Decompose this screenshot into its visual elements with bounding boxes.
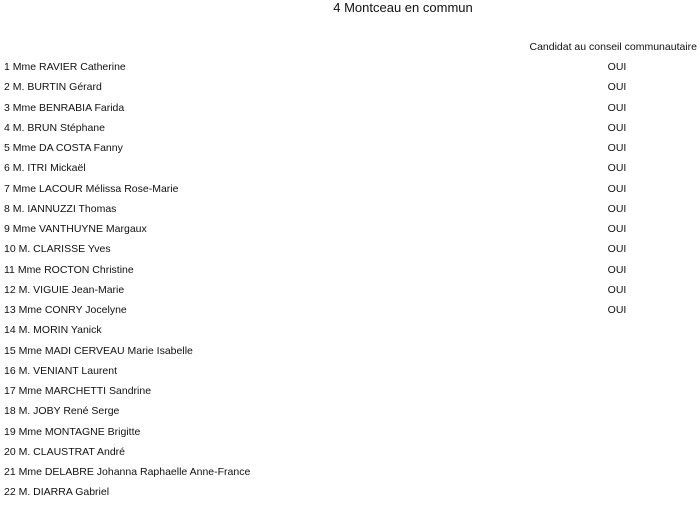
candidate-name: 1 Mme RAVIER Catherine — [4, 61, 126, 73]
candidate-row — [0, 141, 700, 161]
candidate-row — [0, 161, 700, 181]
candidate-row — [0, 263, 700, 283]
candidate-name: 18 M. JOBY René Serge — [4, 405, 120, 418]
candidate-row — [0, 465, 700, 485]
conseil-communautaire-flag: OUI — [607, 223, 627, 235]
candidate-list — [0, 60, 700, 506]
candidate-name: 16 M. VENIANT Laurent — [4, 364, 118, 377]
candidate-name: 20 M. CLAUSTRAT André — [4, 445, 125, 458]
conseil-communautaire-flag: OUI — [607, 243, 627, 256]
candidate-name: 14 M. MORIN Yanick — [4, 324, 102, 337]
column-header-conseil-communautaire: Candidat au conseil communautaire — [529, 41, 697, 53]
candidate-row — [0, 404, 700, 424]
candidate-name: 8 M. IANNUZZI Thomas — [4, 202, 117, 215]
candidate-name: 13 Mme CONRY Jocelyne — [4, 304, 127, 316]
candidate-row — [0, 303, 700, 323]
candidate-name: 17 Mme MARCHETTI Sandrine — [4, 385, 152, 397]
candidate-row — [0, 384, 700, 404]
candidate-row — [0, 323, 700, 343]
conseil-communautaire-flag: OUI — [607, 304, 627, 316]
candidate-row — [0, 283, 700, 303]
candidate-name: 19 Mme MONTAGNE Brigitte — [4, 425, 141, 438]
candidate-name: 15 Mme MADI CERVEAU Marie Isabelle — [4, 344, 193, 357]
candidate-row — [0, 344, 700, 364]
candidate-row — [0, 445, 700, 465]
candidate-row — [0, 202, 700, 222]
candidate-row — [0, 485, 700, 505]
conseil-communautaire-flag: OUI — [607, 81, 627, 94]
candidate-row — [0, 121, 700, 141]
candidate-name: 6 M. ITRI Mickaël — [4, 162, 86, 175]
candidate-name: 10 M. CLARISSE Yves — [4, 243, 111, 256]
candidate-row — [0, 101, 700, 121]
candidate-name: 3 Mme BENRABIA Farida — [4, 101, 125, 114]
conseil-communautaire-flag: OUI — [607, 61, 627, 73]
candidate-name: 4 M. BRUN Stéphane — [4, 121, 105, 134]
conseil-communautaire-flag: OUI — [607, 101, 627, 114]
candidate-name: 12 M. VIGUIE Jean-Marie — [4, 283, 125, 296]
conseil-communautaire-flag: OUI — [607, 121, 627, 134]
candidate-row — [0, 222, 700, 242]
conseil-communautaire-flag: OUI — [607, 202, 627, 215]
candidate-name: 11 Mme ROCTON Christine — [4, 263, 134, 276]
candidate-row — [0, 182, 700, 202]
candidate-name: 21 Mme DELABRE Johanna Raphaelle Anne-France — [4, 466, 251, 478]
candidate-name: 9 Mme VANTHUYNE Margaux — [4, 223, 147, 235]
candidate-row — [0, 80, 700, 100]
candidate-name: 5 Mme DA COSTA Fanny — [4, 142, 123, 154]
candidate-row — [0, 364, 700, 384]
candidate-row — [0, 60, 700, 80]
candidate-row — [0, 425, 700, 445]
conseil-communautaire-flag: OUI — [607, 142, 627, 154]
candidate-name: 2 M. BURTIN Gérard — [4, 81, 102, 94]
conseil-communautaire-flag: OUI — [607, 263, 627, 276]
conseil-communautaire-flag: OUI — [607, 162, 627, 175]
candidate-name: 7 Mme LACOUR Mélissa Rose-Marie — [4, 182, 179, 195]
conseil-communautaire-flag: OUI — [607, 182, 627, 195]
list-title: 4 Montceau en commun — [333, 0, 473, 15]
conseil-communautaire-flag: OUI — [607, 283, 627, 296]
candidate-row — [0, 242, 700, 262]
candidate-name: 22 M. DIARRA Gabriel — [4, 486, 110, 499]
